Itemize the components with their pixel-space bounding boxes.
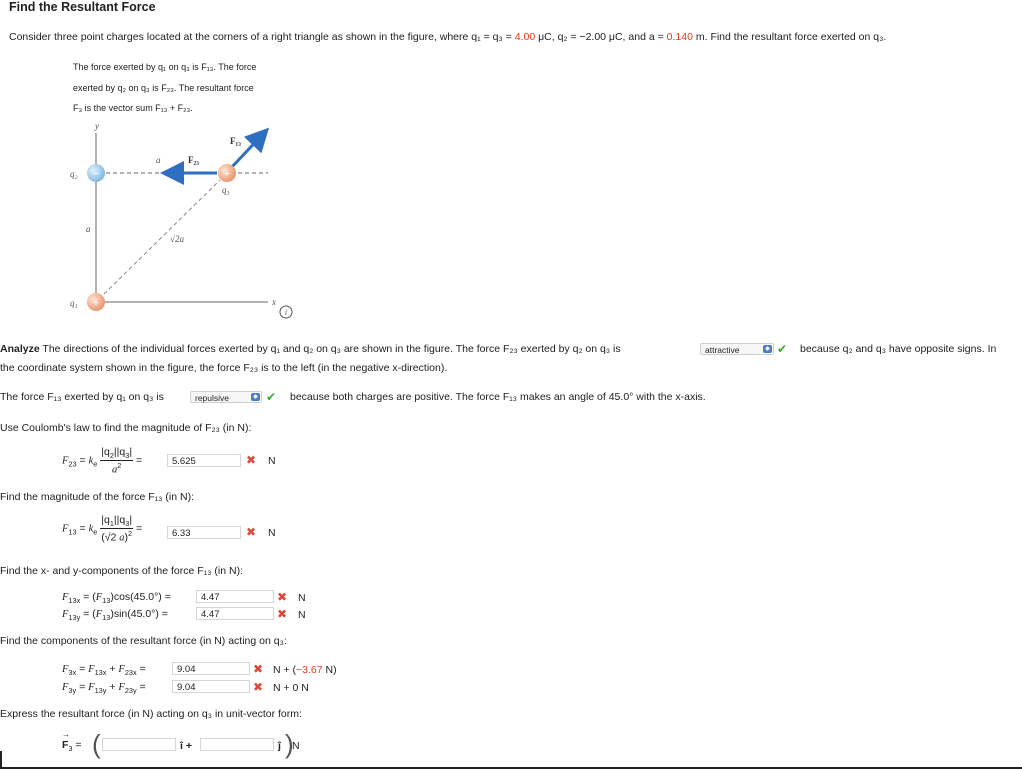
left-edge-bar [0, 751, 2, 768]
label-q2: q₂ [70, 169, 78, 179]
analyze-line-3b: because both charges are positive. The force F₁₃ makes an angle of 45.0° with the x-axis. [290, 391, 706, 403]
coulomb-prompt: Use Coulomb's law to find the magnitude of F₂₃ (in N): [0, 422, 252, 434]
error-icon: ✖ [253, 680, 264, 694]
analyze-heading: Analyze [0, 343, 40, 355]
f3x-formula: $F_{3x} = F_{13x} + F_{23x}$ = [62, 663, 146, 677]
result-prompt: Find the components of the resultant force (in N) acting on q₃: [0, 635, 287, 647]
label-y: y [95, 121, 99, 131]
dashed-diagonal [104, 180, 220, 294]
q-value: 4.00 [514, 31, 536, 43]
label-a-left: a [86, 224, 91, 234]
error-icon: ✖ [246, 453, 257, 467]
components-prompt: Find the x- and y-components of the force F₁₃ (in N): [0, 565, 244, 577]
f13y-formula: $F_{13y} = (F_{13})\sin(45.0^\circ)$ = [62, 608, 168, 622]
unit-label: N [292, 740, 300, 752]
analyze-line-2: the coordinate system shown in the figure, the force F₂₃ is to the left (in the negative x-direction). [0, 362, 448, 374]
analyze-line-1: Analyze The directions of the individual forces exerted by q₁ and q₂ on q₃ are shown in the figure. The force F₂₃ exerted by q₂ on q₃ is [0, 343, 621, 355]
f13x-input[interactable]: 4.47 [196, 590, 274, 603]
f3-vector-label: → $F_3$ = [62, 739, 82, 753]
analyze-line-3: The force F₁₃ exerted by q₁ on q₃ is [0, 391, 164, 403]
label-diag: √2a [170, 234, 184, 244]
a-value: 0.140 [666, 31, 693, 43]
f13-prompt: Find the magnitude of the force F₁₃ (in N): [0, 491, 194, 503]
q3-sign: + [223, 168, 231, 180]
f13y-input[interactable]: 4.47 [196, 607, 274, 620]
info-icon-glyph: i [284, 308, 288, 317]
select-force-type-f13[interactable]: repulsive ◆ [190, 391, 262, 403]
f3x-input[interactable]: 9.04 [172, 662, 250, 675]
problem-statement: Consider three point charges located at the corners of a right triangle as shown in the figure, where q₁ = q₃ = 4.00 μC, q₂ = −2.00 μC, and a = 0.140 m. Find the resultant force exerted on q₃. [9, 31, 887, 43]
f13-formula: $F_{13} = k_e$ $\frac{|q_1||q_3|}{(√2 a)^2}$ = [62, 514, 143, 544]
error-icon: ✖ [253, 662, 264, 676]
label-q3: q₃ [222, 185, 230, 195]
unit-label: N [268, 455, 276, 467]
error-icon: ✖ [277, 607, 288, 621]
close-paren: ) [285, 729, 294, 759]
q2-sign: − [92, 168, 100, 180]
f3y-formula: $F_{3y} = F_{13y} + F_{23y}$ = [62, 681, 146, 695]
f3-i-input[interactable] [102, 738, 176, 751]
divider [0, 767, 1022, 769]
chevron-updown-icon: ◆ [251, 393, 260, 401]
f3y-tail: N + 0 N [273, 682, 309, 694]
open-paren: ( [92, 729, 101, 759]
f23-formula: $F_{23} = k_e$ $\frac{|q_2||q_3|}{a^2}$ = [62, 446, 143, 476]
chevron-updown-icon: ◆ [763, 345, 772, 353]
unit-label: N [298, 592, 306, 604]
i-hat-label: î + [180, 740, 192, 752]
select-force-type-f23[interactable]: attractive ◆ [700, 343, 774, 355]
label-x: x [272, 297, 276, 307]
figure-caption-3: F₃ is the vector sum F₁₃ + F₂₃. [73, 103, 193, 113]
f13-input[interactable]: 6.33 [167, 526, 241, 539]
label-f23: F₂₃ [188, 155, 199, 165]
check-icon: ✔ [266, 390, 277, 404]
unit-vector-prompt: Express the resultant force (in N) acting on q₃ in unit-vector form: [0, 708, 302, 720]
label-a-top: a [156, 155, 161, 165]
error-icon: ✖ [277, 590, 288, 604]
label-f13: F₁₃ [230, 136, 241, 146]
check-icon: ✔ [777, 342, 788, 356]
f13x-formula: $F_{13x} = (F_{13})\cos(45.0^\circ)$ = [62, 591, 171, 605]
unit-label: N [268, 527, 276, 539]
figure-caption-1: The force exerted by q₁ on q₃ is F₁₃. The force [73, 62, 257, 72]
analyze-line-1b: because q₂ and q₃ have opposite signs. In [800, 343, 997, 355]
j-hat-label: ĵ [278, 740, 281, 752]
error-icon: ✖ [246, 525, 257, 539]
f3-j-input[interactable] [200, 738, 274, 751]
f3y-input[interactable]: 9.04 [172, 680, 250, 693]
figure-caption-2: exerted by q₂ on q₃ is F₂₃. The resultant force [73, 83, 254, 93]
charge-figure [60, 118, 310, 323]
page-title: Find the Resultant Force [9, 0, 156, 14]
unit-label: N [298, 609, 306, 621]
label-q1: q₁ [70, 298, 78, 308]
q1-sign: + [92, 297, 100, 309]
f23-input[interactable]: 5.625 [167, 454, 241, 467]
f3x-tail: N + (−3.67 N) [273, 664, 337, 676]
